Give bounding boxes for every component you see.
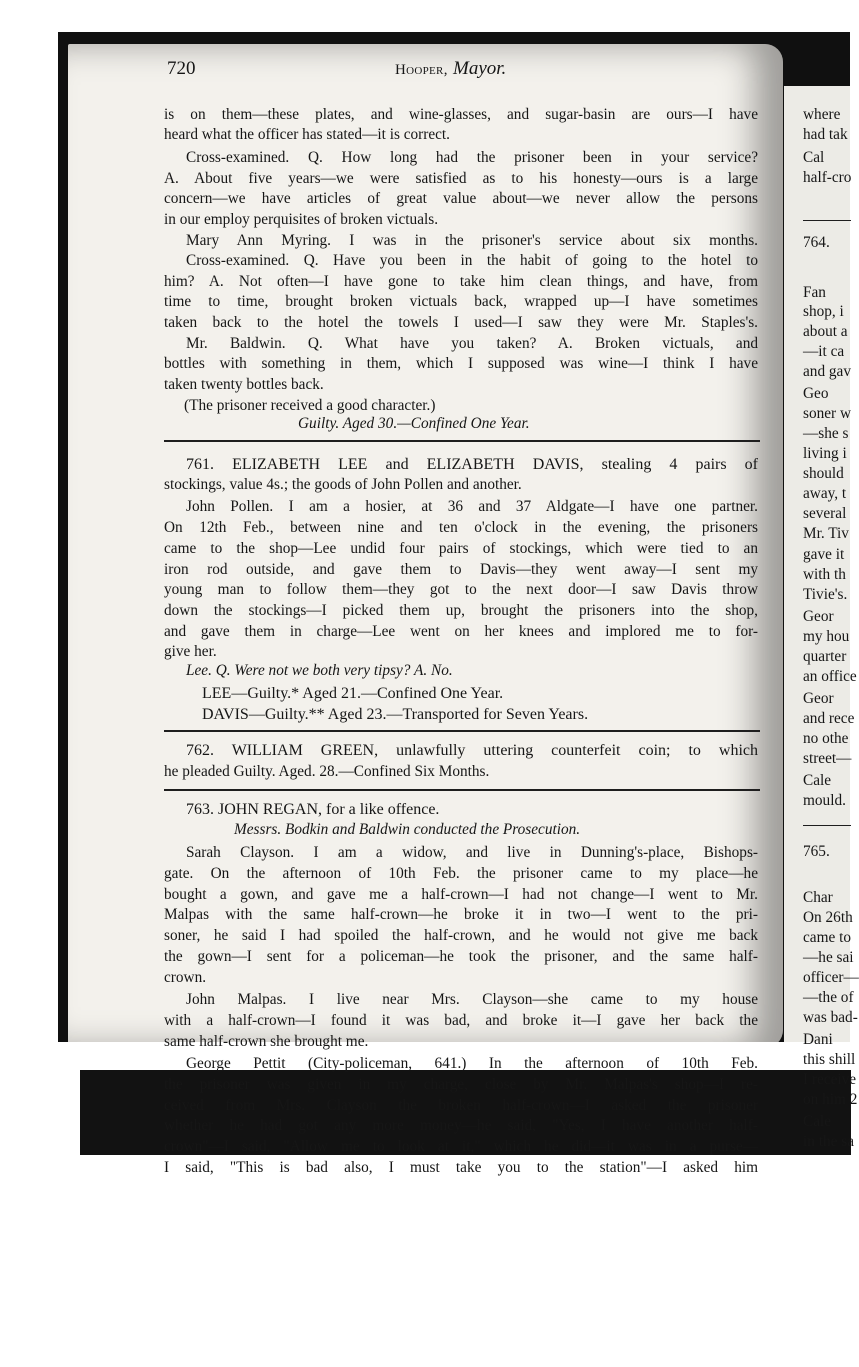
right-page-fragment: Geo: [803, 385, 829, 402]
right-page-fragment: quarter: [803, 648, 847, 665]
right-page-fragment: Mr. Tiv: [803, 525, 849, 542]
right-page-fragment: 764.: [803, 234, 830, 251]
text-line: ceived from Mrs. Clayson the broken half-crown—I asked the prisoner: [164, 1097, 758, 1114]
section-rule: [164, 440, 760, 442]
page-number: 720: [167, 58, 196, 79]
text-line: John Malpas. I live near Mrs. Clayson—she came to my house: [186, 991, 758, 1008]
right-page-fragment: no othe: [803, 730, 849, 747]
right-page-fragment: where: [803, 106, 841, 123]
text-line: taken twenty bottles back.: [164, 376, 324, 393]
right-page-fragment: Cale: [803, 1113, 832, 1130]
text-line: On 12th Feb., between nine and ten o'clock in the evening, the prisoners: [164, 519, 758, 536]
right-page-fragment: 765.: [803, 843, 830, 860]
right-page-rule: [803, 220, 851, 221]
right-page-fragment: and gav: [803, 363, 851, 380]
text-line: heard what the officer has stated—it is correct.: [164, 126, 450, 143]
running-head-name: Hooper,: [395, 62, 448, 78]
text-line: bottles with something in them, which I supposed was wine—I think I have: [164, 355, 758, 372]
text-line: Cross-examined. Q. Have you been in the habit of going to the hotel to: [186, 252, 758, 269]
text-line: (The prisoner received a good character.): [184, 397, 436, 414]
right-page-fragment: officer—: [803, 969, 859, 986]
right-page-fragment: and rece: [803, 710, 855, 727]
right-page-fragment: this shill: [803, 1051, 856, 1068]
right-page-fragment: —the of: [803, 989, 854, 1006]
verdict-line: DAVIS—Guilty.** Aged 23.—Transported for Seven Years.: [202, 706, 589, 723]
text-line: Cross-examined. Q. How long had the prisoner been in your service?: [186, 149, 758, 166]
text-line: crown.: [164, 969, 207, 986]
text-line: him? A. Not often—I have gone to take him clean things, and have, from: [164, 273, 758, 290]
text-line: Mary Ann Myring. I was in the prisoner's service about six months.: [186, 232, 758, 249]
right-page-fragment: away, t: [803, 485, 847, 502]
text-line: iron rod outside, and gave them to Davis—they went away—I sent my: [164, 561, 758, 578]
right-page-fragment: Geor: [803, 690, 834, 707]
case-heading: 761. ELIZABETH LEE and ELIZABETH DAVIS, stealing 4 pairs of: [186, 456, 758, 473]
text-line: I said, "This is bad also, I must take you to the station"—I asked him: [164, 1159, 758, 1176]
right-page-fragment: about a: [803, 323, 848, 340]
prosecution-note: Messrs. Bodkin and Baldwin conducted the Prosecution.: [234, 821, 581, 838]
text-line: stockings, value 4s.; the goods of John Pollen and another.: [164, 476, 522, 493]
right-page-fragment: Char: [803, 889, 833, 906]
text-line: came to the shop—Lee undid four pairs of stockings, which were tied to an: [164, 540, 758, 557]
case-heading: 762. WILLIAM GREEN, unlawfully uttering counterfeit coin; to which: [186, 742, 758, 759]
right-page-fragment: On 26th: [803, 909, 853, 926]
right-page-fragment: Dani: [803, 1031, 833, 1048]
text-line: A. About five years—we were satisfied as to his honesty—ours is a large: [164, 170, 758, 187]
text-line: concern—we have articles of great value about—we never allow the persons: [164, 190, 758, 207]
text-line: George Pettit (City-policeman, 641.) In the afternoon of 10th Feb.: [186, 1055, 758, 1072]
text-line: is on them—these plates, and wine-glasses, and sugar-basin are ours—I have: [164, 106, 758, 123]
right-page-fragment: Fan: [803, 284, 826, 301]
right-page-fragment: Cale: [803, 772, 832, 789]
verdict-line: LEE—Guilty.* Aged 21.—Confined One Year.: [202, 685, 504, 702]
right-page-fragment: had tak: [803, 126, 848, 143]
text-line: crown"—I said, "Allow me to look at it," which he did—it was in a purse—: [164, 1138, 758, 1155]
text-line: time to time, brought broken victuals back, wrapped up—I have sometimes: [164, 293, 758, 310]
section-rule: [164, 789, 760, 791]
right-page-fragment: I receive: [803, 1071, 857, 1088]
scan-top-margin: [0, 0, 851, 22]
text-line: Sarah Clayson. I am a widow, and live in Dunning's-place, Bishops-: [186, 844, 758, 861]
running-head: [395, 58, 506, 80]
text-line: down the stockings—I picked them up, brought the prisoners into the shop,: [164, 602, 758, 619]
text-line: the prisoner was given in my charge, close by Mr. Malpas's shop—I re-: [164, 1076, 758, 1093]
text-line: gate. On the afternoon of 10th Feb. the prisoner came to my place—he: [164, 865, 758, 882]
text-line: in our employ perquisites of broken victuals.: [164, 211, 439, 228]
text-line: give her.: [164, 643, 217, 660]
text-line: John Pollen. I am a hosier, at 36 and 37 Aldgate—I have one partner.: [186, 498, 758, 515]
text-line: Malpas with the same half-crown—he broke it in two—I went to the pri-: [164, 906, 758, 923]
right-page-fragment: gave it: [803, 546, 845, 563]
verdict-line: Guilty. Aged 30.—Confined One Year.: [298, 415, 530, 432]
text-line: with a half-crown—I found it was bad, and broke it—I gave her back the: [164, 1012, 758, 1029]
text-line: soner, he said I had spoiled the half-crown, and he would not give me back: [164, 927, 758, 944]
right-page-fragment: my hou: [803, 628, 850, 645]
right-page-fragment: Tivie's.: [803, 586, 848, 603]
text-line: taken back to the hotel the towels I used—I saw they were Mr. Staples's.: [164, 314, 758, 331]
right-page-fragment: —he sai: [803, 949, 854, 966]
right-page-rule: [803, 825, 851, 826]
right-page-fragment: soner w: [803, 405, 852, 422]
text-line: young man to follow them—they got to the next door—I saw Davis throw: [164, 581, 758, 598]
running-head-role: Mayor.: [453, 58, 507, 79]
right-page-fragment: with th: [803, 566, 846, 583]
right-page-fragment: several: [803, 505, 847, 522]
right-page-fragment: shop, i: [803, 303, 844, 320]
right-page-fragment: street—: [803, 750, 852, 767]
right-page-fragment: half-cro: [803, 169, 852, 186]
verdict-line: he pleaded Guilty. Aged. 28.—Confined Six Months.: [164, 763, 490, 780]
right-page-fragment: —she s: [803, 425, 849, 442]
right-page-fragment: came to: [803, 929, 851, 946]
section-rule: [164, 730, 760, 732]
right-page-fragment: should: [803, 465, 844, 482]
text-line: bought a gown, and gave me a half-crown—I had not change—I went to Mr.: [164, 886, 758, 903]
right-page-fragment: in the sa: [803, 1133, 854, 1150]
right-page-fragment: on him 2: [803, 1091, 858, 1108]
right-page-fragment: mould.: [803, 792, 846, 809]
right-page-fragment: —it ca: [803, 343, 845, 360]
text-line: Lee. Q. Were not we both very tipsy? A. No.: [186, 662, 453, 679]
right-page-fragment: an office: [803, 668, 857, 685]
text-line: Mr. Baldwin. Q. What have you taken? A. Broken victuals, and: [186, 335, 758, 352]
right-page-fragment: living i: [803, 445, 847, 462]
right-page-fragment: Geor: [803, 608, 834, 625]
text-line: same half-crown she brought me.: [164, 1033, 369, 1050]
right-page-fragment: was bad-: [803, 1009, 858, 1026]
text-line: the gown—I sent for a policeman—he took the prisoner, and the same half-: [164, 948, 758, 965]
text-line: and gave them in charge—Lee went on her knees and implored me to for-: [164, 623, 758, 640]
text-line: whether he had got any more money—he said, "Yes, I have another half-: [164, 1117, 758, 1134]
running-header: [167, 58, 757, 88]
case-heading: 763. JOHN REGAN, for a like offence.: [186, 801, 440, 818]
right-page-fragment: Cal: [803, 149, 825, 166]
